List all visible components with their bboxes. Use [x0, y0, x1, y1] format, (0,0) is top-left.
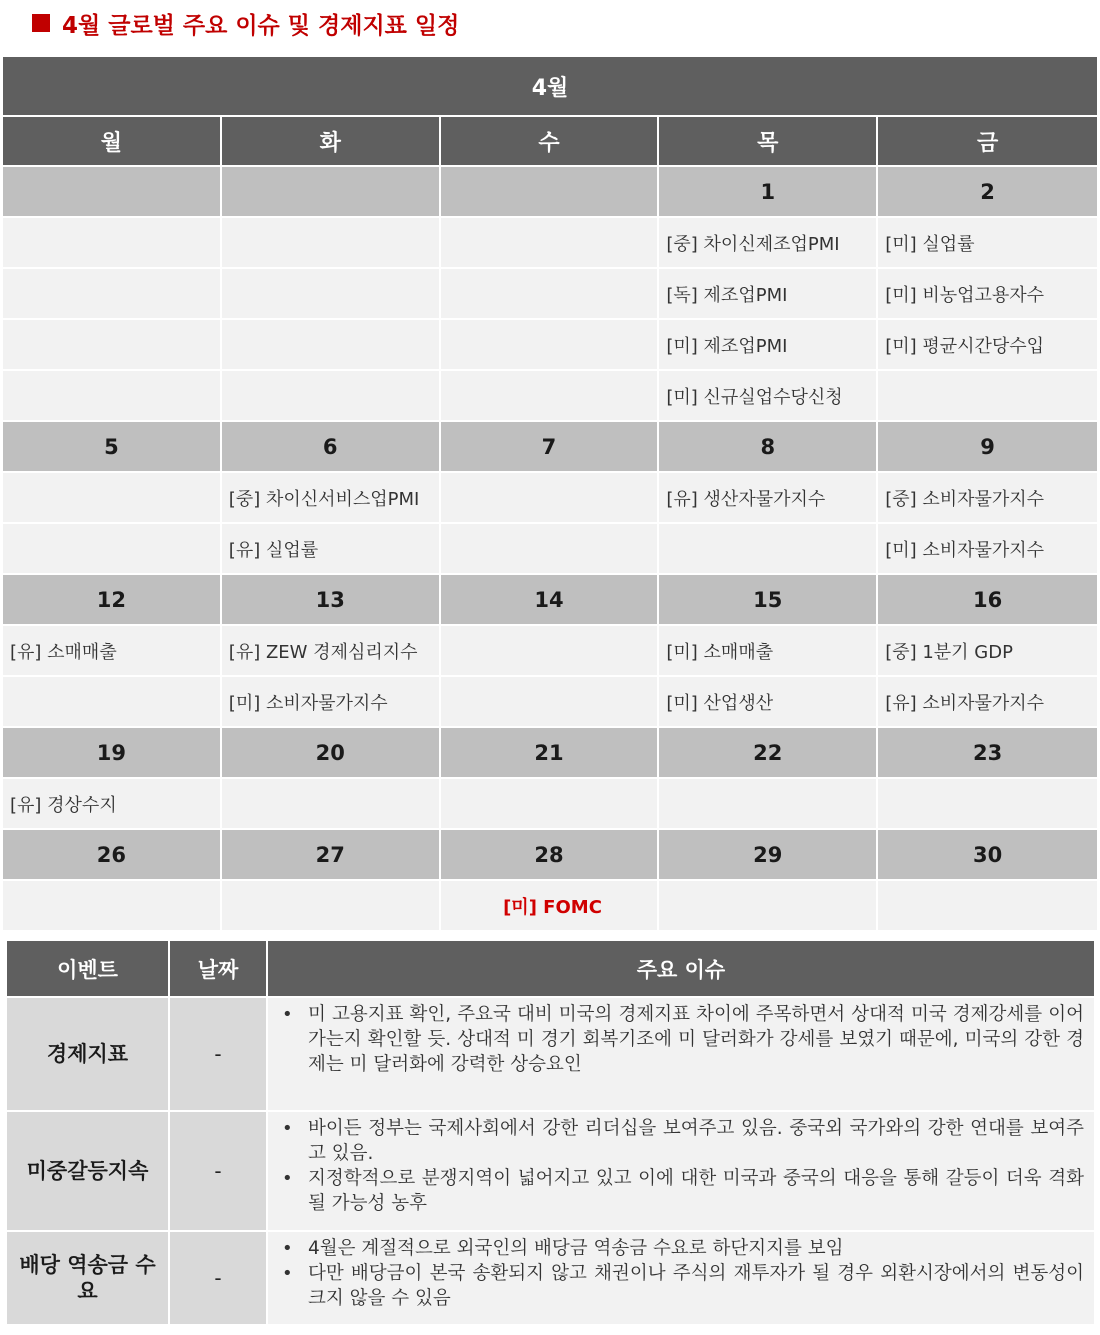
- event-issues: [268, 998, 1094, 1112]
- date-row: [3, 575, 1097, 626]
- page-title-text: 4월 글로벌 주요 이슈 및 경제지표 일정: [62, 12, 460, 39]
- event-cell: [독] 제조업PMI: [659, 269, 878, 320]
- issue-point: • 4월은 계절적으로 외국인의 배당금 역송금 수요로 하단지지를 보임: [280, 1236, 1084, 1261]
- event-cell: [미] 신규실업수당신청: [659, 371, 878, 422]
- event-cell: [미] 소비자물가지수: [222, 677, 441, 728]
- event-cell: [659, 524, 878, 575]
- weekday-thu: 목: [659, 117, 878, 167]
- event-date: -: [170, 1232, 268, 1326]
- event-name: 미중갈등지속: [7, 1112, 170, 1232]
- event-cell: [441, 269, 660, 320]
- event-issues: [268, 1112, 1094, 1232]
- event-name: 배당 역송금 수요: [7, 1232, 170, 1326]
- event-row: [3, 473, 1097, 524]
- event-cell: [441, 677, 660, 728]
- event-cell: [3, 320, 222, 371]
- issues-table-header-row: [7, 941, 1094, 998]
- calendar-table: [3, 57, 1097, 932]
- event-row: [3, 269, 1097, 320]
- event-cell: [미] 비농업고용자수: [878, 269, 1097, 320]
- event-row: [3, 881, 1097, 932]
- date-cell: [3, 167, 222, 218]
- date-cell: 12: [3, 575, 222, 626]
- event-name: 경제지표: [7, 998, 170, 1112]
- event-row: [3, 524, 1097, 575]
- date-cell: 1: [659, 167, 878, 218]
- date-cell: [441, 167, 660, 218]
- event-cell: [3, 881, 222, 932]
- date-cell: 23: [878, 728, 1097, 779]
- event-cell: [222, 371, 441, 422]
- event-cell: [미] 제조업PMI: [659, 320, 878, 371]
- issue-point: • 바이든 정부는 국제사회에서 강한 리더십을 보여주고 있음. 중국외 국가와의 강한 연대를 보여주고 있음.: [280, 1116, 1084, 1166]
- event-cell: [미] 산업생산: [659, 677, 878, 728]
- calendar-body: [3, 167, 1097, 932]
- event-row: [3, 677, 1097, 728]
- event-cell: [유] ZEW 경제심리지수: [222, 626, 441, 677]
- header-date: 날짜: [170, 941, 268, 998]
- event-cell: [유] 소비자물가지수: [878, 677, 1097, 728]
- event-cell: [222, 218, 441, 269]
- event-cell: [3, 677, 222, 728]
- event-cell: [441, 371, 660, 422]
- event-cell: [유] 소매매출: [3, 626, 222, 677]
- event-cell: [441, 779, 660, 830]
- date-cell: 2: [878, 167, 1097, 218]
- event-row: [3, 779, 1097, 830]
- event-row: [3, 371, 1097, 422]
- date-cell: 29: [659, 830, 878, 881]
- title-square-icon: [32, 14, 50, 32]
- issue-point: • 지정학적으로 분쟁지역이 넓어지고 있고 이에 대한 미국과 중국의 대응을 통해 갈등이 더욱 격화될 가능성 농후: [280, 1166, 1084, 1216]
- event-cell: [유] 실업률: [222, 524, 441, 575]
- event-cell: [659, 779, 878, 830]
- event-cell: [3, 473, 222, 524]
- event-cell: [222, 881, 441, 932]
- event-cell: [441, 473, 660, 524]
- date-cell: 16: [878, 575, 1097, 626]
- calendar-month-header: 4월: [3, 57, 1097, 117]
- table-row: [7, 1112, 1094, 1232]
- date-cell: 28: [441, 830, 660, 881]
- event-row: [3, 626, 1097, 677]
- event-cell: [441, 626, 660, 677]
- event-cell: [미] 소매매출: [659, 626, 878, 677]
- date-row: [3, 830, 1097, 881]
- date-row: [3, 728, 1097, 779]
- header-event: 이벤트: [7, 941, 170, 998]
- weekday-fri: 금: [878, 117, 1097, 167]
- event-cell: [222, 320, 441, 371]
- event-date: -: [170, 1112, 268, 1232]
- table-row: [7, 1232, 1094, 1326]
- event-cell: [878, 779, 1097, 830]
- date-cell: 30: [878, 830, 1097, 881]
- date-cell: 5: [3, 422, 222, 473]
- event-cell: [미] 소비자물가지수: [878, 524, 1097, 575]
- event-cell: [659, 881, 878, 932]
- date-cell: 20: [222, 728, 441, 779]
- event-cell: [3, 524, 222, 575]
- date-row: [3, 167, 1097, 218]
- date-cell: 22: [659, 728, 878, 779]
- weekday-tue: 화: [222, 117, 441, 167]
- date-cell: 21: [441, 728, 660, 779]
- event-cell: [미] 실업률: [878, 218, 1097, 269]
- issue-point: • 다만 배당금이 본국 송환되지 않고 채권이나 주식의 재투자가 될 경우 외환시장에서의 변동성이 크지 않을 수 있음: [280, 1261, 1084, 1311]
- event-issues: [268, 1232, 1094, 1326]
- weekday-header-row: [3, 117, 1097, 167]
- event-cell: [중] 차이신제조업PMI: [659, 218, 878, 269]
- event-cell: [441, 218, 660, 269]
- event-cell: [미] 평균시간당수입: [878, 320, 1097, 371]
- date-cell: 9: [878, 422, 1097, 473]
- event-date: -: [170, 998, 268, 1112]
- page-title: [32, 8, 459, 38]
- event-cell: [유] 경상수지: [3, 779, 222, 830]
- date-cell: 13: [222, 575, 441, 626]
- event-row: [3, 320, 1097, 371]
- date-row: [3, 422, 1097, 473]
- weekday-mon: 월: [3, 117, 222, 167]
- issue-point: • 미 고용지표 확인, 주요국 대비 미국의 경제지표 차이에 주목하면서 상대적 미국 경제강세를 이어가는지 확인할 듯. 상대적 미 경기 회복기조에 미 달러화가 강세를 보였기 때문에, 미국의 강한 경제는 미 달러화에 강력한 상승요인: [280, 1002, 1084, 1077]
- event-cell: [중] 소비자물가지수: [878, 473, 1097, 524]
- event-cell: [222, 779, 441, 830]
- event-cell: [유] 생산자물가지수: [659, 473, 878, 524]
- date-cell: [222, 167, 441, 218]
- event-cell: [3, 371, 222, 422]
- event-cell: [441, 524, 660, 575]
- date-cell: 26: [3, 830, 222, 881]
- date-cell: 15: [659, 575, 878, 626]
- event-cell: [878, 371, 1097, 422]
- date-cell: 14: [441, 575, 660, 626]
- event-cell: [중] 차이신서비스업PMI: [222, 473, 441, 524]
- table-row: [7, 998, 1094, 1112]
- event-cell: [3, 269, 222, 320]
- event-cell: [878, 881, 1097, 932]
- date-cell: 7: [441, 422, 660, 473]
- event-cell: [미] FOMC: [441, 881, 660, 932]
- date-cell: 19: [3, 728, 222, 779]
- issues-table: [7, 941, 1094, 1326]
- header-issue: 주요 이슈: [268, 941, 1094, 998]
- date-cell: 27: [222, 830, 441, 881]
- event-cell: [222, 269, 441, 320]
- event-cell: [중] 1분기 GDP: [878, 626, 1097, 677]
- date-cell: 8: [659, 422, 878, 473]
- date-cell: 6: [222, 422, 441, 473]
- weekday-wed: 수: [441, 117, 660, 167]
- event-cell: [3, 218, 222, 269]
- event-cell: [441, 320, 660, 371]
- event-row: [3, 218, 1097, 269]
